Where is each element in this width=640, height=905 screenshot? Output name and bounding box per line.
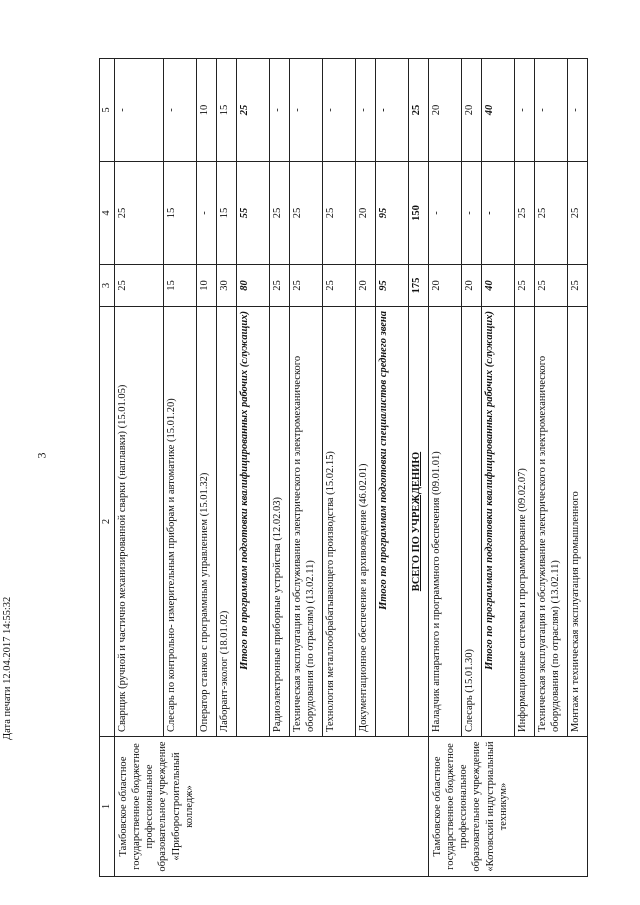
value-cell-c5: - (535, 59, 568, 162)
table-body (115, 59, 588, 877)
value-cell-c3: 15 (164, 265, 197, 307)
program-name-cell: Слесарь (15.01.30) (462, 307, 482, 737)
value-cell-c4: 15 (164, 162, 197, 265)
value-cell-c5: 15 (217, 59, 237, 162)
program-name-cell: Итого по программам подготовки квалифицированных рабочих (служащих) (482, 307, 515, 737)
value-cell-c5: - (270, 59, 290, 162)
program-name-cell: Монтаж и техническая эксплуатация промышленного (568, 307, 588, 737)
value-cell-c3: 25 (270, 265, 290, 307)
program-name-cell: Итого по программам подготовки специалистов среднего звена (376, 307, 409, 737)
enrollment-table (99, 58, 588, 877)
value-cell-c3: 80 (237, 265, 270, 307)
value-cell-c5: - (515, 59, 535, 162)
program-name-cell: Радиоэлектронные приборные устройства (12.02.03) (270, 307, 290, 737)
value-cell-c4: - (462, 162, 482, 265)
table-header-row (100, 59, 115, 877)
institution-cell: Тамбовское областное государственное бюджетное профессиональное образовательное учреждение «Котовский индустриальный техникум» (429, 737, 588, 877)
value-cell-c5: - (568, 59, 588, 162)
value-cell-c3: 95 (376, 265, 409, 307)
value-cell-c5: - (290, 59, 323, 162)
table-row (429, 59, 462, 877)
value-cell-c4: 25 (535, 162, 568, 265)
value-cell-c4: 25 (115, 162, 164, 265)
page-number: 3 (34, 452, 49, 459)
value-cell-c3: 25 (115, 265, 164, 307)
value-cell-c4: 25 (290, 162, 323, 265)
value-cell-c3: 10 (197, 265, 217, 307)
value-cell-c3: 25 (515, 265, 535, 307)
header-cell: 4 (100, 162, 115, 265)
program-name-cell: Информационные системы и программирование (09.02.07) (515, 307, 535, 737)
value-cell-c4: - (197, 162, 217, 265)
value-cell-c3: 20 (462, 265, 482, 307)
program-name-cell: Техническая эксплуатация и обслуживание электрического и электромеханического оборудования (по отраслям) (13.02.11) (535, 307, 568, 737)
value-cell-c4: 55 (237, 162, 270, 265)
value-cell-c3: 30 (217, 265, 237, 307)
value-cell-c4: 25 (515, 162, 535, 265)
value-cell-c5: - (164, 59, 197, 162)
program-name-cell: Наладчик аппаратного и программного обеспечения (09.01.01) (429, 307, 462, 737)
value-cell-c4: 95 (376, 162, 409, 265)
value-cell-c5: 25 (409, 59, 429, 162)
program-name-cell: Слесарь по контрольно- измерительным приборам и автоматике (15.01.20) (164, 307, 197, 737)
header-cell: 1 (100, 737, 115, 877)
value-cell-c3: 25 (323, 265, 356, 307)
value-cell-c4: 25 (568, 162, 588, 265)
print-date: Дата печати 12.04.2017 14:55:32 (2, 596, 13, 740)
value-cell-c4: 25 (323, 162, 356, 265)
value-cell-c4: - (482, 162, 515, 265)
value-cell-c4: 15 (217, 162, 237, 265)
value-cell-c4: 25 (270, 162, 290, 265)
value-cell-c5: 10 (197, 59, 217, 162)
institution-cell: Тамбовское областное государственное бюджетное профессиональное образовательное учреждение «Приборостроительный колледж» (115, 737, 429, 877)
value-cell-c3: 40 (482, 265, 515, 307)
table-row (115, 59, 164, 877)
value-cell-c4: 20 (356, 162, 376, 265)
rotated-table-container (99, 59, 581, 877)
value-cell-c3: 20 (356, 265, 376, 307)
header-cell: 5 (100, 59, 115, 162)
value-cell-c3: 25 (568, 265, 588, 307)
value-cell-c3: 25 (535, 265, 568, 307)
value-cell-c3: 20 (429, 265, 462, 307)
value-cell-c5: - (323, 59, 356, 162)
program-name-cell: Итого по программам подготовки квалифицированных рабочих (служащих) (237, 307, 270, 737)
value-cell-c4: 150 (409, 162, 429, 265)
value-cell-c5: 25 (237, 59, 270, 162)
program-name-cell: Документационное обеспечение и архивоведение (46.02.01) (356, 307, 376, 737)
value-cell-c5: - (115, 59, 164, 162)
program-name-cell: Технология металлообрабатывающего производства (15.02.15) (323, 307, 356, 737)
program-name-cell: Техническая эксплуатация и обслуживание электрического и электромеханического оборудования (по отраслям) (13.02.11) (290, 307, 323, 737)
value-cell-c4: - (429, 162, 462, 265)
value-cell-c3: 25 (290, 265, 323, 307)
value-cell-c5: 20 (462, 59, 482, 162)
header-cell: 3 (100, 265, 115, 307)
program-name-cell: Лаборант-эколог (18.01.02) (217, 307, 237, 737)
value-cell-c3: 175 (409, 265, 429, 307)
program-name-cell: Оператор станков с программным управлением (15.01.32) (197, 307, 217, 737)
header-cell: 2 (100, 307, 115, 737)
program-name-cell: ВСЕГО ПО УЧРЕЖДЕНИЮ (409, 307, 429, 737)
value-cell-c5: - (376, 59, 409, 162)
program-name-cell: Сварщик (ручной и частично механизированной сварки (наплавки) (15.01.05) (115, 307, 164, 737)
value-cell-c5: 20 (429, 59, 462, 162)
value-cell-c5: - (356, 59, 376, 162)
value-cell-c5: 40 (482, 59, 515, 162)
